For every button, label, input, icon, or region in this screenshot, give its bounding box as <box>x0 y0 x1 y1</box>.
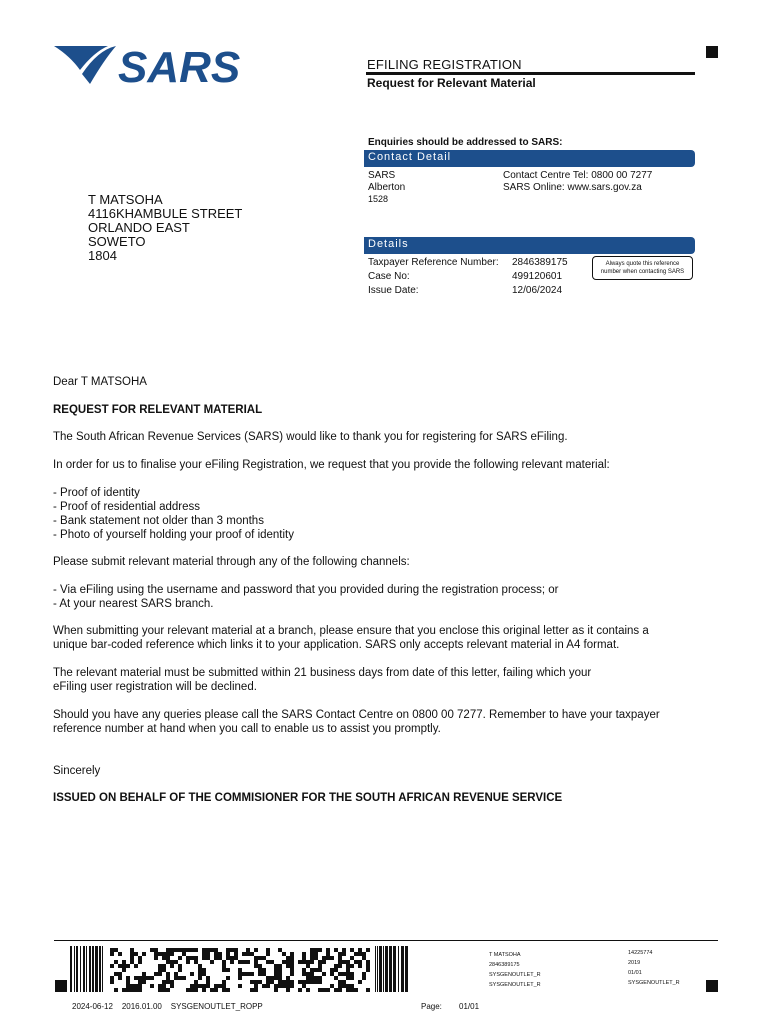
document-title: EFILING REGISTRATION <box>367 57 522 72</box>
case-number: 499120601 <box>512 271 563 282</box>
address-line: T MATSOHA <box>88 192 163 207</box>
reference-note-box: Always quote this reference number when contacting SARS <box>592 256 693 280</box>
address-line: 1804 <box>88 248 117 263</box>
paragraph-queries <box>53 708 660 736</box>
micro-text: T MATSOHA <box>489 952 521 958</box>
footer-micro-column-2 <box>628 950 680 987</box>
channels-list <box>53 583 558 611</box>
paragraph-line: unique bar-coded reference which links it to your application. SARS only accepts relevant material in A4 format. <box>53 639 620 651</box>
contact-city: Alberton <box>368 182 406 193</box>
address-line: ORLANDO EAST <box>88 220 190 235</box>
footer-micro-column-1 <box>489 952 541 989</box>
address-line: 4116KHAMBULE STREET <box>88 206 243 221</box>
micro-text: SYSGENOUTLET_R <box>628 980 680 986</box>
paragraph-thanks: The South African Revenue Services (SARS) would like to thank you for registering for SARS eFiling. <box>53 431 568 443</box>
paragraph-line: reference number at hand when you call to enable us to assist you promptly. <box>53 723 441 735</box>
enquiries-heading: Enquiries should be addressed to SARS: <box>368 137 563 148</box>
registration-mark-bottom-left <box>55 980 67 992</box>
contact-detail-bar: Contact Detail <box>364 150 695 167</box>
contact-channels <box>503 170 652 194</box>
micro-text: 14225774 <box>628 950 653 956</box>
detail-label: Issue Date: <box>368 285 419 296</box>
list-item: - Photo of yourself holding your proof of identity <box>53 529 295 541</box>
header-rule <box>366 72 695 75</box>
registration-mark-top-right <box>706 46 718 58</box>
contact-org: SARS <box>368 170 396 181</box>
paragraph-channels-intro: Please submit relevant material through any of the following channels: <box>53 556 410 568</box>
contact-tel: Contact Centre Tel: 0800 00 7277 <box>503 170 653 181</box>
details-bar: Details <box>364 237 695 254</box>
footer-print-info: 2024-06-12 2016.01.00 SYSGENOUTLET_ROPP <box>72 1002 263 1011</box>
micro-text: SYSGENOUTLET_R <box>489 972 541 978</box>
paragraph-line: eFiling user registration will be declined. <box>53 681 257 693</box>
logo-text: SARS <box>118 44 241 86</box>
list-item: - Bank statement not older than 3 months <box>53 515 264 527</box>
contact-online: SARS Online: www.sars.gov.za <box>503 182 642 193</box>
list-item: - At your nearest SARS branch. <box>53 598 214 610</box>
paragraph-request: In order for us to finalise your eFiling Registration, we request that you provide the following relevant material: <box>53 459 610 471</box>
paragraph-deadline <box>53 666 591 694</box>
greeting: Dear T MATSOHA <box>53 376 147 388</box>
paragraph-branch <box>53 624 649 652</box>
taxpayer-reference-number: 2846389175 <box>512 257 568 268</box>
list-item: - Via eFiling using the username and password that you provided during the registration process; or <box>53 584 559 596</box>
micro-text: 01/01 <box>628 970 642 976</box>
paragraph-line: When submitting your relevant material at a branch, please ensure that you enclose this original letter as it contains a <box>53 625 649 637</box>
detail-label: Taxpayer Reference Number: <box>368 257 499 268</box>
paragraph-line: The relevant material must be submitted within 21 business days from date of this letter, failing which your <box>53 667 592 679</box>
micro-text: 2846389175 <box>489 962 520 968</box>
details-labels <box>368 256 499 298</box>
list-item: - Proof of identity <box>53 487 140 499</box>
address-line: SOWETO <box>88 234 146 249</box>
sars-logo <box>54 44 250 86</box>
contact-address <box>368 170 405 205</box>
registration-mark-bottom-right <box>706 980 718 992</box>
contact-code: 1528 <box>368 194 389 204</box>
footer-page-value: 01/01 <box>459 1002 480 1011</box>
footer-rule <box>54 940 718 941</box>
details-values <box>512 256 568 298</box>
micro-text: SYSGENOUTLET_R <box>489 982 541 988</box>
micro-text: 2019 <box>628 960 641 966</box>
issue-date: 12/06/2024 <box>512 285 563 296</box>
closing: Sincerely <box>53 765 101 777</box>
detail-label: Case No: <box>368 271 410 282</box>
materials-list <box>53 486 294 542</box>
barcode <box>70 946 410 992</box>
issued-on-behalf: ISSUED ON BEHALF OF THE COMMISIONER FOR THE SOUTH AFRICAN REVENUE SERVICE <box>53 792 563 804</box>
footer-page-label: Page: <box>421 1002 442 1011</box>
letter-heading: REQUEST FOR RELEVANT MATERIAL <box>53 404 263 416</box>
list-item: - Proof of residential address <box>53 501 201 513</box>
document-subtitle: Request for Relevant Material <box>367 76 536 90</box>
paragraph-line: Should you have any queries please call the SARS Contact Centre on 0800 00 7277. Remember to have your taxpayer <box>53 709 660 721</box>
recipient-address <box>88 193 242 263</box>
